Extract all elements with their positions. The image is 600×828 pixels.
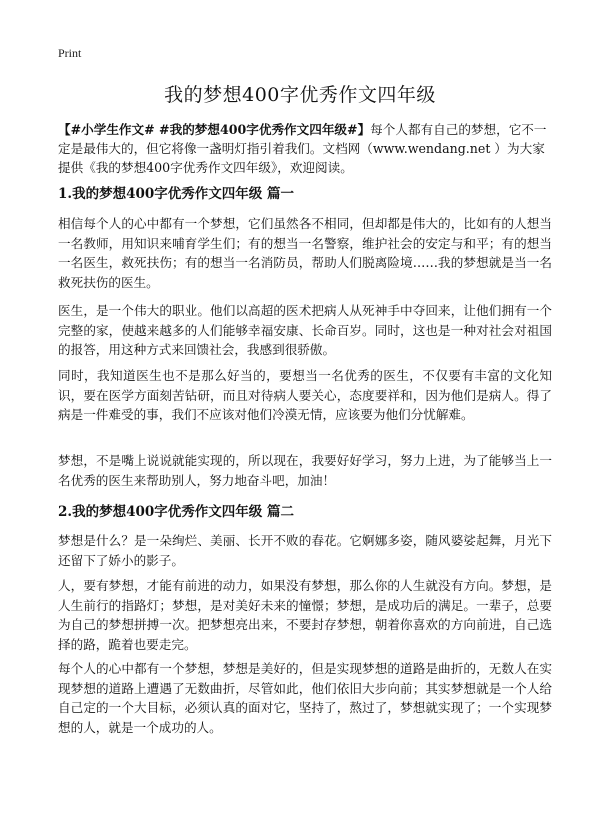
intro-text: 每个人都有自己的梦想，它不一定是最伟大的，但它将像一盏明灯指引着我们。文档网（www.wendang.net ）为大家提供《我的梦想400字优秀作文四年级》，欢迎阅读。 [58, 122, 547, 175]
section-heading-1: 1.我的梦想400字优秀作文四年级 篇一 [58, 186, 294, 202]
section-2-paragraph-1: 梦想是什么？是一朵绚烂、美丽、长开不败的春花。它婀娜多姿，随风婆娑起舞，月光下还留下了娇小的影子。 [58, 533, 552, 568]
print-label[interactable]: Print [58, 46, 82, 60]
section-2-paragraph-3: 每个人的心中都有一个梦想，梦想是美好的，但是实现梦想的道路是曲折的，无数人在实现梦想的道路上遭遇了无数曲折，尽管如此，他们依旧大步向前；其实梦想就是一个人给自己定的一个大目标，必须认真的面对它，坚持了，熬过了，梦想就实现了；一个实现梦想的人，就是一个成功的人。 [58, 661, 552, 735]
section-2-paragraph-2: 人，要有梦想，才能有前进的动力，如果没有梦想，那么你的人生就没有方向。梦想，是人生前行的指路灯；梦想，是对美好未来的憧憬；梦想，是成功后的满足。一辈子，总要为自己的梦想拼搏一次。把梦想亮出来，不要封存梦想，朝着你喜欢的方向前进，自己选择的路，跪着也要走完。 [58, 578, 552, 652]
section-1-paragraph-1: 相信每个人的心中都有一个梦想，它们虽然各不相同，但却都是伟大的，比如有的人想当一名教师，用知识来哺育学生们；有的想当一名警察，维护社会的安定与和平；有的想当一名医生，救死扶伤；有的想当一名消防员，帮助人们脱离险境……我的梦想就是当一名救死扶伤的医生。 [58, 216, 552, 290]
intro-paragraph [58, 120, 552, 177]
intro-tag[interactable]: 【#小学生作文# #我的梦想400字优秀作文四年级#】 [58, 122, 371, 137]
section-1-paragraph-4: 梦想，不是嘴上说说就能实现的，所以现在，我要好好学习，努力上进，为了能够当上一名优秀的医生来帮助别人，努力地奋斗吧，加油！ [58, 453, 552, 488]
section-heading-2: 2.我的梦想400字优秀作文四年级 篇二 [58, 504, 294, 520]
section-1-paragraph-2: 医生，是一个伟大的职业。他们以高超的医术把病人从死神手中夺回来，让他们拥有一个完整的家，使越来越多的人们能够幸福安康、长命百岁。同时，这也是一种对社会对祖国的报答，用这种方式来回馈社会，我感到很骄傲。 [58, 303, 552, 357]
section-1-paragraph-3: 同时，我知道医生也不是那么好当的，要想当一名优秀的医生，不仅要有丰富的文化知识，要在医学方面刻苦钻研，而且对待病人要关心，态度要祥和，因为他们是病人。得了病是一件难受的事，我们不应该对他们冷漠无情，应该要为他们分忧解难。 [58, 368, 552, 422]
document-title: 我的梦想400字优秀作文四年级 [164, 84, 436, 106]
